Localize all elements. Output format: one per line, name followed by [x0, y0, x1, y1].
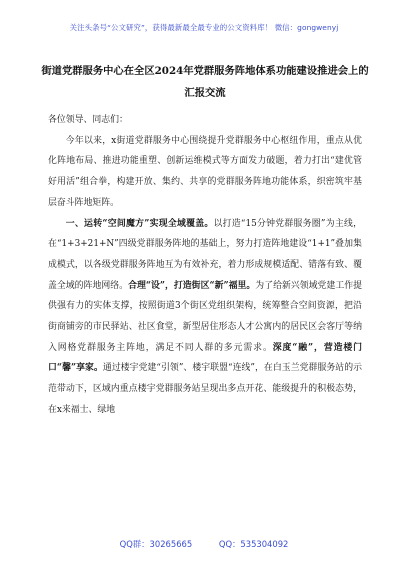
- subsection-2-heading: 深度“融”，营造楼门口“馨”享家。: [48, 342, 363, 374]
- subsection-1-text: 为了给新兴领域党建工作提供强有力的实体支撑，按照街道3个街区党组织架构，统筹整合空间资源，把沿街商铺旁的市民驿站、社区食堂，新型居住形态人才公寓内的居民区会客厅等纳入网格党群服务主阵地，满足不同人群的多元需求。: [48, 280, 363, 353]
- footer-qq-group: QQ群：30265665: [119, 539, 193, 549]
- intro-paragraph: 今年以来，x街道党群服务中心围绕提升党群服务中心枢纽作用，重点从优化阵地布局、推进功能重塑、创新运维模式等方面发力破题，着力打出“建优管好用活”组合拳，构建开放、集约、共享的党群服务阵地功能体系，织密筑牢基层奋斗阵地矩阵。: [48, 135, 362, 208]
- subsection-2-text: 通过楼宇党建“引领”、楼宇联盟“连线”，在白玉兰党群服务站的示范带动下，区域内重点楼宇党群服务站呈现出多点开花、能级提升的积极态势，在x来福士、绿地: [48, 363, 362, 415]
- header-banner: 关注头条号“公文研究”，获得最新最全最专业的公文资料库！ 微信：gongwenyj: [69, 23, 339, 32]
- footer-contact: [0, 538, 408, 550]
- section-1-heading: 一、运转“空间魔方”实现全域覆盖。: [65, 218, 214, 229]
- section-1-paragraph: [48, 214, 362, 421]
- footer-qq: QQ：535304092: [218, 539, 289, 549]
- salutation: 各位领导、同志们：: [48, 115, 128, 125]
- section-1-text: 以打造“15分钟党群服务圈”为主线，在“1+3+21+N”四级党群服务阵地的基础上，努力打造阵地建设“1+1”叠加集成模式，以各级党群服务阵地互为有效补充，着力形成规模适配、错落有致、覆盖全域的阵地网络。: [48, 218, 362, 291]
- subsection-1-heading: 合理“设”，打造街区“新”福里。: [128, 280, 256, 291]
- document-title: 街道党群服务中心在全区2024年党群服务阵地体系功能建设推进会上的汇报交流: [41, 65, 369, 99]
- document-body: [48, 110, 362, 421]
